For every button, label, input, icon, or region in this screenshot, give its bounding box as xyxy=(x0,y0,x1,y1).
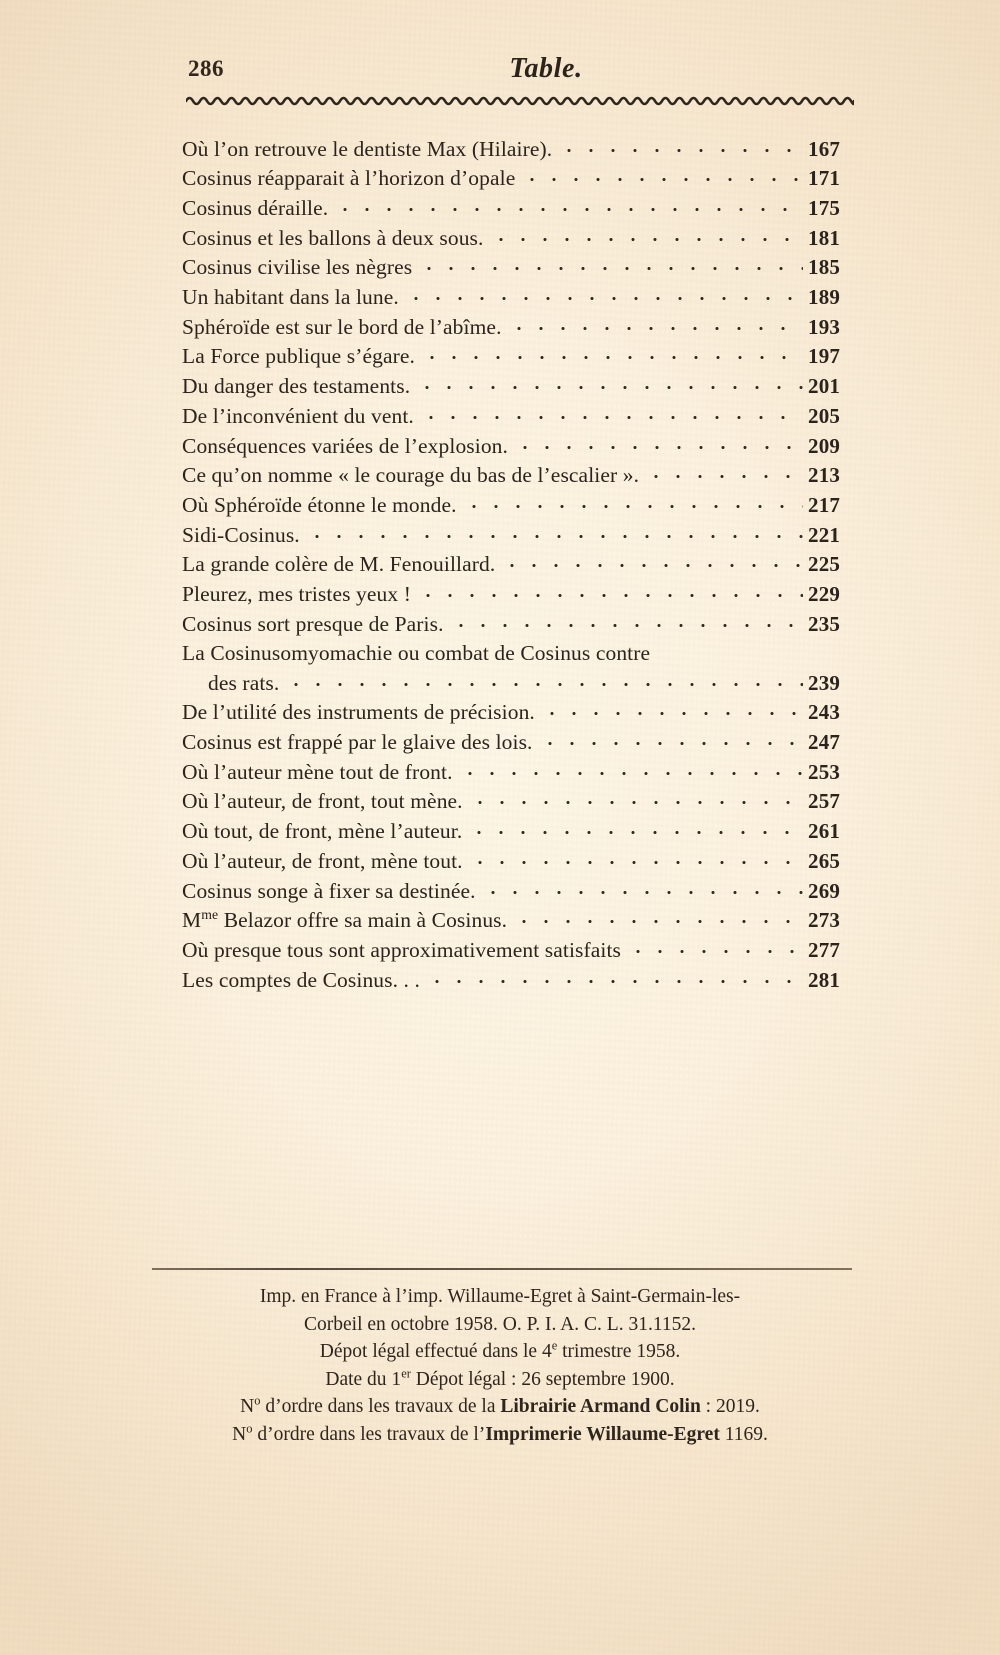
toc-entry-page: 253 xyxy=(808,759,841,784)
dot-leader xyxy=(426,965,803,987)
dot-leader xyxy=(521,164,803,186)
running-head xyxy=(188,53,848,92)
colophon-line-6-b: d’ordre dans les travaux de l’ xyxy=(252,1423,486,1445)
dot-leader xyxy=(416,372,803,394)
toc-entry[interactable] xyxy=(182,461,862,491)
toc-entry-page: 205 xyxy=(808,403,841,428)
colophon-line-5-a: N xyxy=(240,1396,255,1417)
colophon-line-5-c: : 2019. xyxy=(700,1396,760,1417)
toc-entry-page: 273 xyxy=(808,908,841,933)
dot-leader xyxy=(541,698,803,720)
toc-entry[interactable] xyxy=(182,431,862,461)
toc-entry[interactable] xyxy=(182,401,862,431)
toc-entry[interactable] xyxy=(182,876,862,906)
toc-entry[interactable] xyxy=(182,372,862,402)
colophon-line-4-b: Dépot légal : 26 septembre 1900. xyxy=(410,1368,675,1390)
toc-entry[interactable] xyxy=(182,609,862,639)
toc-entry-title: De l’utilité des instruments de précision. xyxy=(182,700,535,725)
dot-leader xyxy=(490,223,804,245)
dot-leader xyxy=(508,312,803,334)
toc-entry-title xyxy=(182,906,507,935)
toc-entry-page: 261 xyxy=(808,819,841,844)
dot-leader xyxy=(468,817,803,839)
dot-leader xyxy=(420,401,803,423)
toc-entry[interactable] xyxy=(182,965,862,995)
toc-entry-page: 277 xyxy=(808,937,841,962)
toc-entry[interactable] xyxy=(182,787,862,817)
toc-entry-page: 265 xyxy=(808,848,841,873)
toc-entry-title-line2: des rats. xyxy=(208,670,280,695)
toc-entry-title: Conséquences variées de l’explosion. xyxy=(182,433,509,458)
page-folio-number: 286 xyxy=(188,56,224,81)
printer-name: Imprimerie Willaume-Egret xyxy=(485,1423,720,1445)
toc-entry-page: 235 xyxy=(808,611,841,636)
toc-entry-page: 167 xyxy=(808,136,841,161)
colophon-line-6-c: 1169. xyxy=(719,1423,768,1445)
colophon-line-3-b: trimestre 1958. xyxy=(557,1341,681,1362)
toc-entry-page: 239 xyxy=(808,670,841,695)
toc-entry-page: 181 xyxy=(808,225,841,250)
toc-entry[interactable] xyxy=(182,342,862,372)
toc-entry-title: Cosinus et les ballons à deux sous. xyxy=(182,225,484,250)
colophon-line-6 xyxy=(120,1421,880,1449)
toc-entry[interactable] xyxy=(182,728,862,758)
wavy-rule-divider xyxy=(186,92,854,108)
toc-entry-page: 221 xyxy=(808,522,841,547)
dot-leader xyxy=(627,935,803,957)
numero-superscript: o xyxy=(254,1393,261,1408)
toc-entry-title: Où l’auteur mène tout de front. xyxy=(182,759,453,784)
toc-entry-title: Sidi-Cosinus. xyxy=(182,522,300,547)
toc-entry-title: Où l’auteur, de front, mène tout. xyxy=(182,848,463,873)
dot-leader xyxy=(459,757,803,779)
toc-entry-page: 209 xyxy=(808,433,841,458)
toc-entry-title: Pleurez, mes tristes yeux ! xyxy=(182,582,411,607)
toc-entry-title: La Cosinusomyomachie ou combat de Cosinus contre xyxy=(182,640,651,665)
dot-leader xyxy=(417,580,803,602)
colophon-line-3-a: Dépot légal effectué dans le 4 xyxy=(319,1341,552,1362)
dot-leader xyxy=(645,461,803,483)
dot-leader xyxy=(418,253,803,275)
toc-entry-page: 247 xyxy=(808,730,841,755)
colophon-line-4-a: Date du 1 xyxy=(325,1368,402,1390)
ordinal-superscript: er xyxy=(401,1366,411,1380)
toc-entry[interactable] xyxy=(182,817,862,847)
dot-leader xyxy=(421,342,803,364)
toc-entry[interactable] xyxy=(182,283,862,313)
toc-entry[interactable] xyxy=(182,698,862,728)
dot-leader xyxy=(558,134,803,156)
colophon-line-6-a: N xyxy=(232,1423,247,1445)
toc-entry-page: 193 xyxy=(808,314,841,339)
toc-entry-title: Un habitant dans la lune. xyxy=(182,285,399,310)
toc-entry-page: 229 xyxy=(808,582,841,607)
toc-entry-title: Du danger des testaments. xyxy=(182,374,411,399)
toc-entry-title: Cosinus songe à fixer sa destinée. xyxy=(182,878,476,903)
toc-entry-title: Ce qu’on nomme « le courage du bas de l’escalier ». xyxy=(182,463,640,488)
toc-entry-page: 281 xyxy=(808,967,841,992)
toc-entry[interactable] xyxy=(182,490,862,520)
toc-entry-title: De l’inconvénient du vent. xyxy=(182,403,414,428)
toc-entry-page: 257 xyxy=(808,789,841,814)
toc-entry-title: Où tout, de front, mène l’auteur. xyxy=(182,819,463,844)
toc-entry[interactable] xyxy=(182,639,862,698)
toc-entry-page: 269 xyxy=(808,878,841,903)
dot-leader xyxy=(501,550,803,572)
toc-entry[interactable] xyxy=(182,193,862,223)
toc-entry[interactable] xyxy=(182,223,862,253)
toc-entry-title: Où l’on retrouve le dentiste Max (Hilaire). xyxy=(182,136,553,161)
dot-leader xyxy=(469,787,803,809)
toc-entry[interactable] xyxy=(182,134,862,164)
toc-entry-title: Cosinus civilise les nègres xyxy=(182,255,413,280)
toc-entry-continuation xyxy=(182,668,862,698)
toc-entry-title: Sphéroïde est sur le bord de l’abîme. xyxy=(182,314,502,339)
toc-entry[interactable] xyxy=(182,164,862,194)
toc-entry-page: 189 xyxy=(808,285,841,310)
toc-entry-title: La Force publique s’égare. xyxy=(182,344,416,369)
toc-entry[interactable] xyxy=(182,935,862,965)
toc-entry-page: 225 xyxy=(808,552,841,577)
publisher-name: Librairie Armand Colin xyxy=(500,1396,701,1417)
numero-superscript: o xyxy=(246,1421,253,1435)
dot-leader xyxy=(539,728,803,750)
toc-entry-page: 185 xyxy=(808,255,841,280)
dot-leader xyxy=(469,846,803,868)
dot-leader xyxy=(285,668,803,690)
dot-leader xyxy=(514,431,803,453)
toc-entry[interactable] xyxy=(182,253,862,283)
toc-entry-page: 197 xyxy=(808,344,841,369)
toc-entry-title: Où l’auteur, de front, tout mène. xyxy=(182,789,463,814)
toc-entry[interactable] xyxy=(182,906,862,936)
colophon-line-5 xyxy=(120,1393,880,1421)
toc-entry[interactable] xyxy=(182,520,862,550)
madame-abbrev-superscript: me xyxy=(201,907,219,923)
toc-entry-title: Cosinus sort presque de Paris. xyxy=(182,611,444,636)
toc-entry[interactable] xyxy=(182,312,862,342)
toc-entry-page: 175 xyxy=(808,195,841,220)
dot-leader xyxy=(405,283,803,305)
dot-leader xyxy=(513,906,803,928)
toc-entry-title: Où Sphéroïde étonne le monde. xyxy=(182,492,457,517)
toc-entry[interactable] xyxy=(182,580,862,610)
dot-leader xyxy=(463,490,803,512)
dot-leader xyxy=(306,520,803,542)
colophon-line-3 xyxy=(120,1338,880,1366)
dot-leader xyxy=(334,193,803,215)
colophon-line-5-b: d’ordre dans les travaux de la xyxy=(260,1396,501,1417)
toc-entry-page: 243 xyxy=(808,700,841,725)
toc-entry-title: Cosinus déraille. xyxy=(182,195,329,220)
dot-leader xyxy=(482,876,803,898)
toc-entry-title-rest: Belazor offre sa main à Cosinus. xyxy=(218,908,508,933)
ordinal-superscript: e xyxy=(551,1338,558,1353)
colophon-line-4 xyxy=(120,1366,880,1394)
running-title: Table. xyxy=(509,53,583,84)
toc-entry-title: Les comptes de Cosinus. . . xyxy=(182,967,420,992)
toc-entry[interactable] xyxy=(182,550,862,580)
toc-entry-title: Où presque tous sont approximativement satisfaits xyxy=(182,937,622,962)
colophon-line-1: Imp. en France à l’imp. Willaume-Egret à Saint-Germain-les- xyxy=(259,1286,741,1307)
toc-entry-page: 171 xyxy=(808,166,841,191)
printer-colophon xyxy=(120,1283,880,1448)
toc-entry-title: La grande colère de M. Fenouillard. xyxy=(182,552,496,577)
toc-entry[interactable] xyxy=(182,757,862,787)
toc-entry[interactable] xyxy=(182,846,862,876)
toc-entry-title: Cosinus réapparait à l’horizon d’opale xyxy=(182,166,516,191)
dot-leader xyxy=(450,609,803,631)
madame-abbrev-base: M xyxy=(182,908,202,933)
colophon-divider-rule xyxy=(152,1268,852,1270)
toc-entry-page: 213 xyxy=(808,463,841,488)
toc-entry-title: Cosinus est frappé par le glaive des lois. xyxy=(182,730,533,755)
colophon-line-2: Corbeil en octobre 1958. O. P. I. A. C. L. 31.1152. xyxy=(304,1313,696,1335)
toc-entry-page: 217 xyxy=(808,492,841,517)
table-of-contents xyxy=(182,134,862,995)
toc-entry-page: 201 xyxy=(808,374,841,399)
